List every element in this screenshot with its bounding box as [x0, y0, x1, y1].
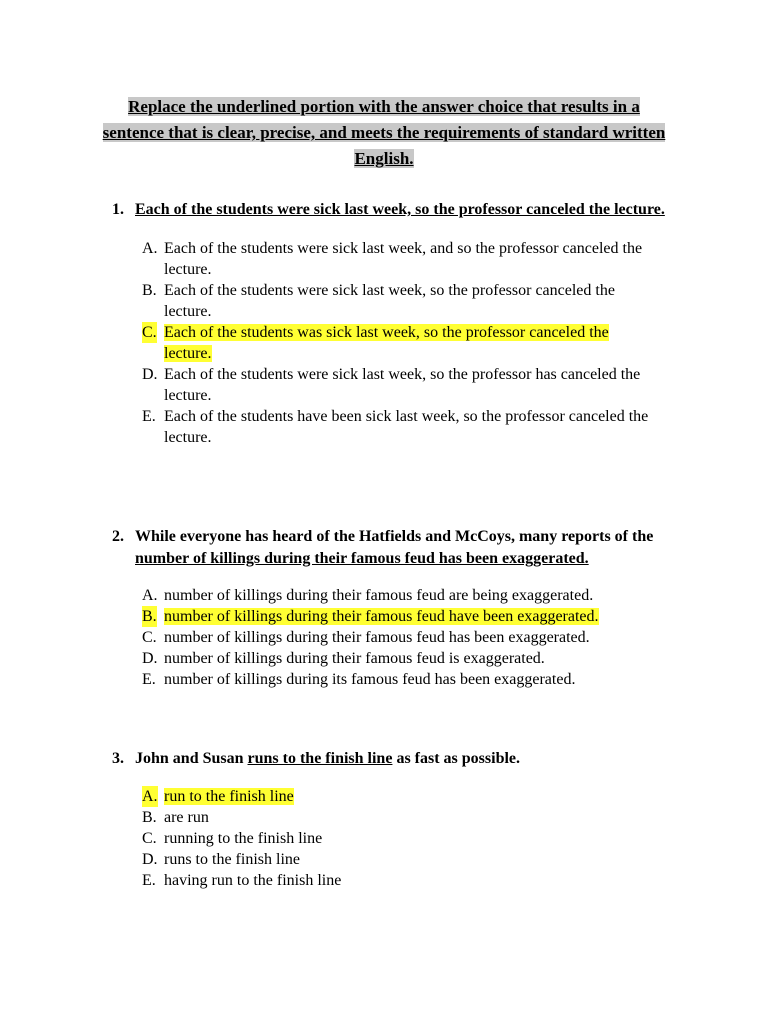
choice-letter: D. — [142, 366, 158, 383]
choice-text: Each of the students were sick last week, and so the professor canceled the lecture. — [164, 240, 643, 278]
choice-text: are run — [164, 809, 209, 826]
choice-letter: E. — [142, 408, 156, 425]
question-1 — [112, 199, 672, 448]
choice-text: number of killings during their famous feud are being exaggerated. — [164, 587, 594, 604]
answer-choice-d[interactable] — [112, 648, 672, 669]
choice-text-highlighted: Each of the students was sick last week, so the professor canceled the lecture. — [164, 324, 609, 362]
stem-underlined-portion: runs to the finish line — [247, 750, 393, 767]
stem-text: While everyone has heard of the Hatfields and McCoys, many reports of the — [135, 528, 654, 545]
choice-text-highlighted: run to the finish line — [164, 788, 294, 805]
question-number: 1. — [112, 201, 124, 218]
question-2 — [112, 526, 672, 690]
answer-choices — [112, 585, 672, 690]
choice-text: having run to the finish line — [164, 872, 342, 889]
choice-text-highlighted: number of killings during their famous feud have been exaggerated. — [164, 608, 599, 625]
choice-letter: A. — [142, 240, 158, 257]
choice-letter: B. — [142, 608, 157, 625]
answer-choice-c[interactable] — [112, 828, 672, 849]
answer-choice-a[interactable] — [112, 585, 672, 606]
choice-letter: A. — [142, 587, 158, 604]
instructions-heading — [96, 94, 672, 172]
choice-text: number of killings during their famous feud has been exaggerated. — [164, 629, 590, 646]
answer-choice-d[interactable] — [112, 364, 652, 406]
question-number: 3. — [112, 750, 124, 767]
answer-choice-b[interactable] — [112, 807, 672, 828]
stem-text: John and Susan — [135, 750, 244, 767]
choice-text: number of killings during their famous feud is exaggerated. — [164, 650, 545, 667]
question-number: 2. — [112, 528, 124, 545]
answer-choice-a[interactable] — [112, 238, 652, 280]
stem-underlined-portion: Each of the students were sick last week, so the professor canceled the lecture. — [135, 201, 665, 218]
answer-choices — [112, 238, 672, 448]
choice-text: runs to the finish line — [164, 851, 300, 868]
question-stem — [112, 199, 672, 221]
choice-letter: C. — [142, 629, 157, 646]
choice-text: Each of the students were sick last week, so the professor has canceled the lecture. — [164, 366, 641, 404]
choice-text: running to the finish line — [164, 830, 323, 847]
choice-letter: E. — [142, 671, 156, 688]
choice-letter: D. — [142, 851, 158, 868]
choice-letter: C. — [142, 830, 157, 847]
choice-text: number of killings during its famous feud has been exaggerated. — [164, 671, 576, 688]
answer-choice-e[interactable] — [112, 870, 672, 891]
choice-letter: A. — [142, 788, 158, 805]
answer-choice-c[interactable] — [112, 627, 672, 648]
answer-choice-a[interactable] — [112, 786, 672, 807]
answer-choice-e[interactable] — [112, 669, 672, 690]
choice-letter: B. — [142, 809, 157, 826]
answer-choice-d[interactable] — [112, 849, 672, 870]
stem-underlined-portion: number of killings during their famous feud has been exaggerated. — [135, 550, 589, 567]
choice-letter: B. — [142, 282, 157, 299]
answer-choice-b[interactable] — [112, 280, 652, 322]
answer-choice-e[interactable] — [112, 406, 652, 448]
choice-letter: D. — [142, 650, 158, 667]
question-stem — [112, 748, 672, 770]
answer-choice-c[interactable] — [112, 322, 652, 364]
instructions-text: Replace the underlined portion with the answer choice that results in a sentence that is clear, precise, and meets the requirements of standard written English. — [102, 97, 666, 168]
choice-letter: C. — [142, 324, 157, 341]
question-3 — [112, 748, 672, 891]
choice-text: Each of the students have been sick last week, so the professor canceled the lecture. — [164, 408, 649, 446]
question-stem — [112, 526, 672, 570]
answer-choice-b[interactable] — [112, 606, 672, 627]
choice-text: Each of the students were sick last week, so the professor canceled the lecture. — [164, 282, 615, 320]
choice-letter: E. — [142, 872, 156, 889]
stem-text-after: as fast as possible. — [396, 750, 521, 767]
answer-choices — [112, 786, 672, 891]
